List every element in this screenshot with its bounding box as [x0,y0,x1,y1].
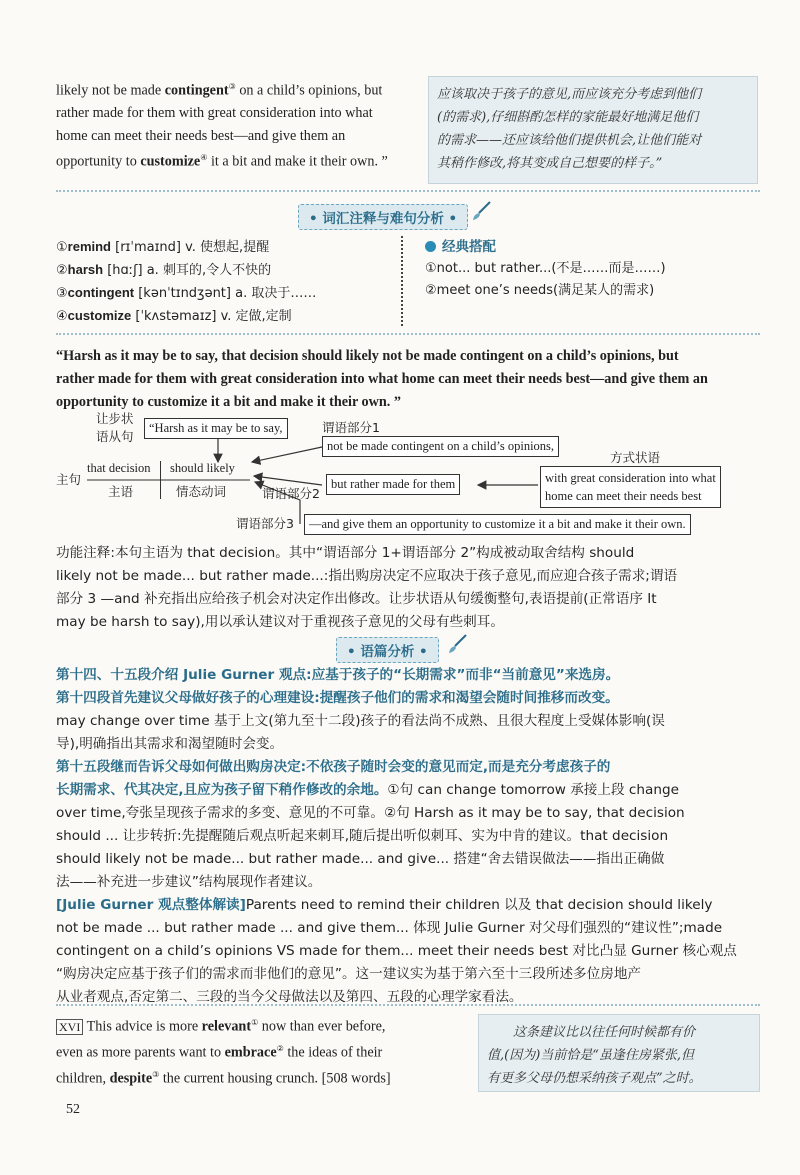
final-translation-box: 这条建议比以往任何时候都有价 值,(因为)当前恰是“虽逢住房紧张,但 有更多父母仍想采纳孩子观点”之时。 [478,1014,760,1092]
diagram-separator [160,461,161,499]
predicate1-label: 谓语部分1 [322,420,380,435]
predicate3-box: —and give them an opportunity to customize it a bit and make it their own. [304,514,691,535]
predicate2-box: but rather made for them [326,474,460,495]
subject-word: that decision [87,461,151,475]
vocab-item: ③contingent [kənˈtɪndʒənt] a. 取决于…… [56,285,317,301]
modal-word: should likely [170,461,235,475]
top-translation-box: 应该取决于孩子的意见,而应该充分考虑到他们 (的需求),仔细斟酌怎样的家能最好地满足他们 的需求——还应该给他们提供机会,让他们能对 其稍作修改,将其变成自己想要的样子。” [428,76,758,184]
concessive-clause-box: “Harsh as it may be to say, [144,418,288,439]
paragraph-number: XVI [56,1019,83,1035]
difficult-sentence: “Harsh as it may be to say, that decision should likely not be made contingent on a child’s opinions, but rather made for them with great consideration into what home can meet their needs best—and give them an opportunity to customize it a bit and make it their own. ” [56,348,708,410]
final-english-paragraph: XVI This advice is more relevant① now than ever before, even as more parents want to embrace② the ideas of their children, despite③ the current housing crunch. [508 words] [56,1018,391,1088]
manner-adverbial-box: with great consideration into what home can meet their needs best [540,466,721,508]
predicate3-label: 谓语部分3 [236,516,294,531]
vocab-item: ④customize [ˈkʌstəmaɪz] v. 定做,定制 [56,308,292,324]
keyword-customize: customize [140,153,201,170]
interpretation-tag: [Julie Gurner 观点整体解读] [56,897,246,913]
brush-icon [446,633,468,655]
manner-adverbial-label: 方式状语 [610,450,661,465]
modal-zh-label: 情态动词 [176,484,227,499]
discourse-analysis: 第十四、十五段介绍 Julie Gurner 观点:应基于孩子的“长期需求”而非“当前意见”来选房。 第十四段首先建议父母做好孩子的心理建设:提醒孩子他们的需求和渴望会随时间推移而改变。 may change over time 基于上文(第九至十二段)孩子的看法尚不成熟、且很大程度上受媒体影响(误 导),明确指出其需求和渴望随时会变。 第十五段继而告诉父母如何做出购房决定:不依孩子随时会变的意见而定,而是充分考虑孩子的 长期需求、代其决定,且应为孩子留下稍作修改的余地。①句 can change tomorrow 承接上段 change over time,夸张呈现孩子需求的多变、意见的不可靠。②句 Harsh as it may be to say, that decision should ... 让步转折:先提醒随后观点听起来刺耳,随后提出听似刺耳、实为中肯的建议。that decision should likely not be made... but rather made... and give... 搭建“舍去错误做法——指出正确做 法——补充进一步建议”结构展现作者建议。 [Julie Gurner 观点整体解读]Parents need to remind their children 以及 that decision should likely not be made ... but rather made ... and give them... 体现 Julie Gurner 对父母们强烈的“建议性”;made contingent on a child’s opinions VS made for them... meet their needs best 对比凸显 Gurner 核心观点 “购房决定应基于孩子们的需求而非他们的意见”。这一建议实为基于第六至十三段所述多位房地产 从业者观点,否定第二、三段的当今父母做法以及第四、五段的心理学家看法。 [56,667,737,1005]
concessive-clause-label: 让步状 语从句 [96,411,134,444]
divider [56,1004,760,1006]
page-number: 52 [66,1102,80,1117]
keyword-contingent: contingent [164,82,229,99]
predicate1-box: not be made contingent on a child’s opinions, [322,436,559,457]
collocation-list: 经典搭配 ①not... but rather...(不是……而是……) ②meet one’s needs(满足某人的需求) [425,236,755,302]
subject-zh-label: 主语 [108,484,134,499]
vocab-item: ②harsh [hɑːʃ] a. 刺耳的,令人不快的 [56,262,272,278]
collocation-item: ②meet one’s needs(满足某人的需求) [425,283,655,298]
vocab-section-title: • 词汇注释与难句分析 • [298,204,468,230]
collocation-item: ①not... but rather...(不是……而是……) [425,261,666,276]
predicate2-label: 谓语部分2 [262,486,320,501]
function-notes: 功能注释:本句主语为 that decision。其中“谓语部分 1+谓语部分 2”构成被动取舍结构 should likely not be made... but rather made...:指出购房决定不应取决于孩子意见,而应迎合孩子需求;谓语 部分 3 —and 补充指出应给孩子机会对决定作出修改。让步状语从句缓衡整句,表语提前(正常语序 It may be harsh to say),用以承认建议对于重视孩子意见的父母有些刺耳。 [56,545,678,630]
top-english-paragraph: likely not be made contingent③ on a child’s opinions, but rather made for them with great consideration into what home can meet their needs best—and give them an opportunity to customize④ it a bit and make it their own. ” [56,82,388,170]
discourse-section-title: • 语篇分析 • [336,637,439,663]
main-clause-label: 主句 [56,472,82,487]
vocab-item: ①remind [rɪˈmaɪnd] v. 使想起,提醒 [56,239,270,255]
